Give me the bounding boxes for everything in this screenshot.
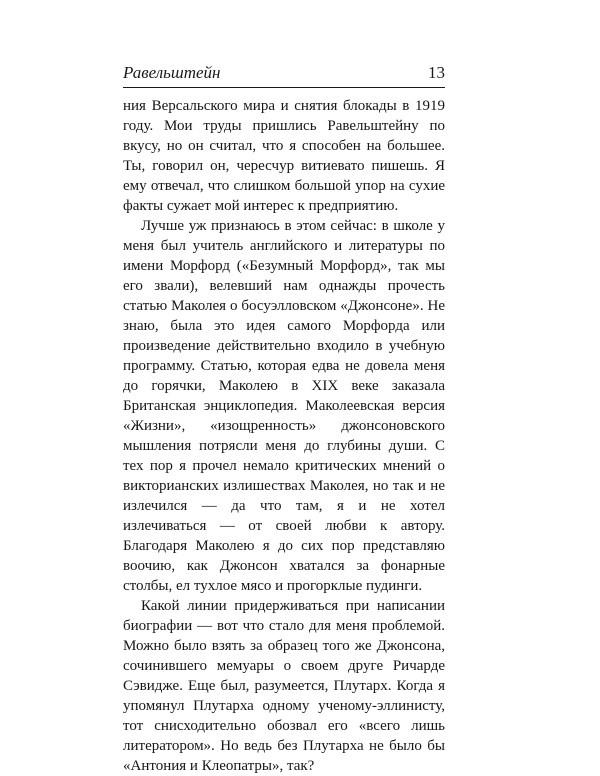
paragraph-2: Лучше уж признаюсь в этом сейчас: в школе у меня был учитель английского и литературы по имени Морфорд («Безумный Морфорд», так мы его звали), велевший нам однажды прочесть статью Маколея о босуэлловском «Джонсоне». Не знаю, была это идея самого Морфорда или произведение действительно входило в учебную программу. Статью, которая едва не довела меня до горячки, Маколею в XIX веке заказала Британская энциклопедия. Маколеевская версия «Жизни», «изощренность» джонсоновского мышления потрясли меня до глубины души. С тех пор я прочел немало критических мнений о викторианских излишествах Маколея, но так и не излечился — да что там, я и не хотел излечиваться — от своей любви к автору. Благодаря Маколею я до сих пор представляю воочию, как Джонсон хватался за фонарные столбы, ел тухлое мясо и прогорклые пудинги.: [123, 218, 445, 594]
page-header: [123, 63, 445, 85]
paragraph-3: Какой линии придерживаться при написании биографии — вот что стало для меня проблемой. Можно было взять за образец того же Джонсона, сочинившего мемуары о своем друге Ричарде Сэвидже. Еще был, разумеется, Плутарх. Когда я упомянул Плутарха одному ученому-эллинисту, тот снисходительно обозвал его «всего лишь литератором». Но ведь без Плутарха не было бы «Антония и Клеопатры», так?: [123, 598, 445, 774]
body-text: [123, 96, 445, 776]
running-title: Равельштейн: [123, 63, 221, 82]
header-rule: [123, 87, 445, 88]
paragraph-1: ния Версальского мира и снятия блокады в 1919 году. Мои труды пришлись Равельштейну по вкусу, но он считал, что я способен на большее. Ты, говорил он, чересчур витиевато пишешь. Я ему отвечал, что слишком большой упор на сухие факты сужает мой интерес к предприятию.: [123, 98, 445, 214]
page-number: 13: [428, 63, 445, 82]
